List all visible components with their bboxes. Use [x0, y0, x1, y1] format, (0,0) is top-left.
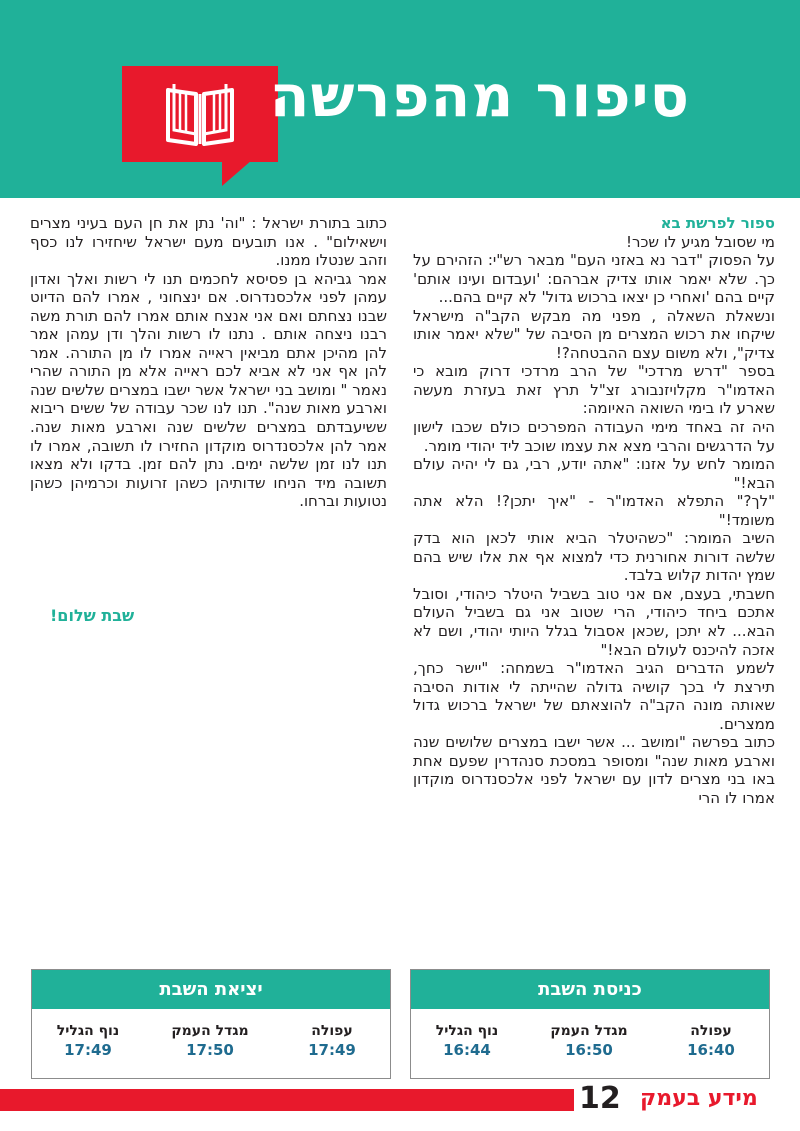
article-left-column: [30, 214, 387, 511]
city-name: נוף הגליל: [435, 1023, 499, 1039]
city-name: נוף הגליל: [56, 1023, 120, 1039]
paragraph: ונשאלת השאלה , מפני מה מבקש הקב"ה מישראל שיקחו את רכוש המצרים מן הסיבה של "שלא יאמר אותו צדיק", ולא משום עצם ההבטחה?!: [413, 306, 775, 362]
havdalah-times-box: [31, 969, 391, 1079]
time-entry: [160, 1022, 260, 1060]
book-badge: [122, 66, 278, 162]
candle-lighting-times-box: [410, 969, 770, 1079]
time-value: 17:49: [308, 1041, 356, 1059]
candle-lighting-title: כניסת השבת: [411, 970, 769, 1009]
time-entry: [282, 1022, 382, 1060]
speech-bubble-tail: [222, 160, 252, 186]
page-header: [0, 0, 800, 198]
candle-lighting-times-row: [411, 1022, 769, 1062]
article-heading: ספור לפרשת בא: [660, 214, 775, 232]
open-book-icon: [162, 78, 238, 150]
time-value: 16:44: [443, 1041, 491, 1059]
time-value: 16:50: [565, 1041, 613, 1059]
paragraph: כתוב בפרשה "ומושב ... אשר ישבו במצרים שלושים שנה וארבע מאות שנה" ומסופר במסכת סנהדרין שפעם אחת באו בני מצרים לדון עם ישראל לפני אלכסנדרוס מוקדון אמרו לו הרי: [413, 733, 775, 807]
time-value: 17:50: [186, 1041, 234, 1059]
paragraph: על הפסוק "דבר נא באזני העם" מבאר רש"י: הזהירם על כך. שלא יאמר אותו צדיק אברהם: 'ועבדום ועינו אותם' קיים בהם 'ואחרי כן יצאו ברכוש גדול' לא קיים בהם...: [413, 251, 775, 307]
time-entry: [539, 1022, 639, 1060]
city-name: מגדל העמק: [171, 1023, 249, 1039]
magazine-logo: מידע בעמק: [640, 1086, 758, 1111]
paragraph: מי שסובל מגיע לו שכר!: [625, 232, 775, 251]
time-value: 16:40: [687, 1041, 735, 1059]
time-entry: [417, 1022, 517, 1060]
time-value: 17:49: [64, 1041, 112, 1059]
time-entry: [38, 1022, 138, 1060]
city-name: עפולה: [690, 1023, 732, 1039]
city-name: מגדל העמק: [550, 1023, 628, 1039]
paragraph: "לך?" התפלא האדמו"ר - "איך יתכן?! הלא אתה משומד!": [413, 492, 775, 529]
paragraph: היה זה באחד מימי העבודה המפרכים כולם שכבו לישון על הדרגשים והרבי מצא את עצמו שוכב ליד יהודי מומר.: [413, 418, 775, 455]
article-right-column: [413, 214, 775, 808]
page-title: סיפור מהפרשה: [269, 62, 690, 130]
shabbat-shalom-closing: שבת שלום!: [50, 606, 135, 625]
havdalah-times-row: [32, 1022, 390, 1062]
havdalah-title: יציאת השבת: [32, 970, 390, 1009]
paragraph: המומר לחש על אזנו: "אתה יודע, רבי, גם לי יהיה עולם הבא!": [413, 455, 775, 492]
paragraph: בספר "דרש מרדכי" של הרב מרדכי דרוק מובא כי האדמו"ר מקלויזנבורג זצ"ל תרץ זאת בעזרת מעשה שארע לו בימי השואה האיומה:: [413, 362, 775, 418]
paragraph: לשמע הדברים הגיב האדמו"ר בשמחה: "יישר כחך, תירצת לי בכך קושיה גדולה שהייתה לי אודות הסיבה שאותה מונה הקב"ה להוצאתם של ישראל ברכוש גדול ממצרים.: [413, 659, 775, 733]
paragraph: חשבתי, בעצם, אם אני טוב בשביל היטלר כיהודי, וסובל אתכם ביחד כיהודי, הרי שטוב אני גם בשביל העולם הבא... לא יתכן ,שכאן אסבול בגלל היותי יהודי, ושם לא אזכה להיכנס לעולם הבא!": [413, 584, 775, 659]
time-entry: [661, 1022, 761, 1060]
paragraph: אמר גביהא בן פסיסא לחכמים תנו לי רשות ואלך ואדון עמהן לפני אלכסנדרוס. אם ינצחוני , אמרו להם הדיוט שבנו נצחתם ואם אני אנצח אותם אמרו להם תורת משה רבנו ניצחה אותם . נתנו לו רשות והלך ודן עמהן אמר להן מהיכן אתם מביאין ראייה אמרו לו מן התורה. אמר להן אף אני לא אביא לכם ראייה אלא מן התורה שהרי נאמר " ומושב בני ישראל אשר ישבו במצרים שלשים שנה וארבע מאות שנה". תנו לנו שכר עבודה של ששים ריבוא ששיעבדתם במצרים שלשים שנה וארבע מאות שנה. אמר להן אלכסנדרוס מוקדון החזירו לו תשובה, אמרו לו תנו לנו זמן שלשה ימים. נתן להם זמן. בדקו ולא מצאו תשובה מיד הניחו שדותיהן כשהן זרועות וכרמיהן כשהן נטועות וברחו.: [30, 269, 387, 511]
paragraph: השיב המומר: "כשהיטלר הביא אותי לכאן הוא בדק שלשה דורות אחורנית כדי למצוא אף את אלו שיש בהם שמץ יהדות קלוש בלבד.: [413, 529, 775, 585]
paragraph: כתוב בתורת ישראל : "וה' נתן את חן העם בעיני מצרים וישאילום" . אנו תובעים מעם ישראל שיחזירו לנו כסף וזהב שנטלו ממנו.: [30, 214, 387, 270]
page-number: 12: [579, 1081, 621, 1116]
city-name: עפולה: [311, 1023, 353, 1039]
